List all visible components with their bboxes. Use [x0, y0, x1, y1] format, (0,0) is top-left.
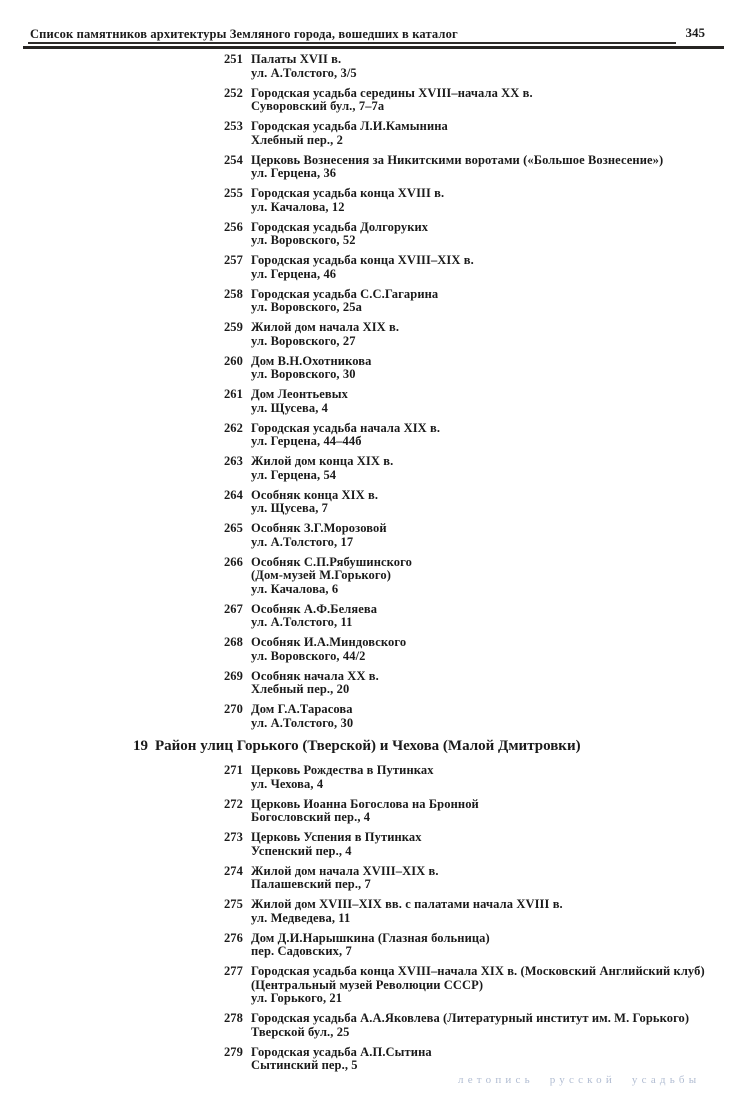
entry-number: 251 [223, 52, 243, 66]
catalog-entry [221, 221, 731, 248]
catalog-entry [221, 522, 731, 549]
entry-number: 269 [223, 668, 243, 683]
catalog-entry [221, 703, 731, 730]
catalog-entry [221, 422, 731, 449]
entry-list-251-270 [0, 53, 731, 730]
entry-number: 272 [223, 796, 243, 811]
entry-line: Городская усадьба начала XIX в. [251, 420, 441, 435]
entry-line: Дом Г.А.Тарасова [251, 702, 353, 716]
entry-number: 266 [223, 554, 243, 569]
entry-number: 263 [223, 454, 243, 468]
entry-text [251, 87, 533, 114]
entry-line: Городская усадьба конца XVIII в. [251, 186, 445, 200]
entry-line: Особняк начала XX в. [251, 668, 379, 683]
entry-line: Жилой дом XVIII–XIX вв. с палатами начала XVIII в. [251, 897, 563, 911]
entry-line: Городская усадьба А.П.Сытина [251, 1044, 432, 1059]
entry-number: 264 [223, 487, 243, 502]
entry-line: ул. А.Толстого, 11 [251, 615, 353, 629]
entry-line: Городская усадьба конца XVIII–XIX в. [251, 253, 474, 267]
catalog-entry [221, 288, 731, 315]
entry-text [251, 831, 422, 858]
entry-line: Хлебный пер., 20 [251, 682, 350, 696]
catalog-entry [221, 798, 731, 825]
entry-line: ул. Качалова, 12 [251, 199, 345, 214]
entry-line: ул. А.Толстого, 17 [251, 534, 354, 549]
entry-line: Городская усадьба А.А.Яковлева (Литературный институт им. М. Горького) [251, 1011, 690, 1025]
entry-line: Особняк С.П.Рябушинского [251, 554, 412, 569]
entry-line: Жилой дом начала XVIII–XIX в. [251, 863, 439, 878]
entry-list-271-279 [0, 764, 731, 1073]
catalog-entry [221, 254, 731, 281]
entry-line: Городская усадьба С.С.Гагарина [251, 286, 439, 301]
page-number: 345 [685, 25, 705, 40]
catalog-entry [221, 87, 731, 114]
entry-number: 260 [223, 353, 243, 368]
entry-line: Особняк конца XIX в. [251, 487, 379, 502]
entry-line: Городская усадьба конца XVIII–начала XIX в. (Московский Английский клуб) [251, 964, 705, 978]
entry-line: (Центральный музей Революции СССР) [251, 977, 484, 992]
entry-text [251, 865, 439, 892]
entry-number: 267 [223, 601, 243, 616]
entry-line: Церковь Рождества в Путинках [251, 763, 434, 777]
entry-line: Особняк А.Ф.Беляева [251, 601, 378, 616]
entry-line: Палаты XVII в. [251, 52, 342, 66]
entry-line: ул. Медведева, 11 [251, 910, 351, 925]
catalog-entry [221, 898, 731, 925]
entry-text [251, 932, 490, 959]
entry-text [251, 556, 412, 597]
catalog-entry [221, 932, 731, 959]
entry-text [251, 455, 393, 482]
entry-number: 254 [223, 152, 243, 167]
entry-number: 261 [223, 387, 243, 401]
entry-text [251, 670, 379, 697]
entry-text [251, 154, 663, 181]
entry-line: ул. Воровского, 52 [251, 233, 356, 247]
entry-text [251, 288, 438, 315]
entry-text [251, 187, 444, 214]
entry-number: 256 [223, 219, 243, 234]
catalog-entry [221, 388, 731, 415]
entry-line: ул. Чехова, 4 [251, 776, 324, 791]
catalog-entry [221, 865, 731, 892]
entry-line: Жилой дом конца XIX в. [251, 454, 394, 468]
catalog-entry [221, 1012, 731, 1039]
entry-number: 271 [223, 763, 243, 777]
entry-line: Городская усадьба середины XVIII–начала XX в. [251, 85, 533, 100]
entry-number: 279 [223, 1044, 243, 1059]
entry-text [251, 522, 387, 549]
entry-text [251, 388, 348, 415]
entry-number: 258 [223, 286, 243, 301]
catalog-entry [221, 154, 731, 181]
entry-number: 274 [223, 863, 243, 878]
entry-line: Богословский пер., 4 [251, 810, 371, 824]
entry-line: Тверской бул., 25 [251, 1024, 350, 1039]
entry-number: 259 [223, 320, 243, 334]
catalog-entry [221, 187, 731, 214]
entry-line: ул. Герцена, 44–44б [251, 434, 362, 448]
entry-text [251, 798, 479, 825]
entry-line: Церковь Вознесения за Никитскими воротами («Большое Вознесение») [251, 152, 664, 167]
section-title: Район улиц Горького (Тверской) и Чехова (Малой Дмитровки) [155, 738, 581, 754]
entry-number: 278 [223, 1011, 243, 1025]
entry-text [251, 1012, 689, 1039]
entry-text [251, 703, 353, 730]
entry-line: Хлебный пер., 2 [251, 132, 343, 147]
catalog-entry [221, 670, 731, 697]
entry-line: ул. Воровского, 30 [251, 367, 356, 381]
entry-number: 255 [223, 186, 243, 200]
entry-line: Церковь Иоанна Богослова на Бронной [251, 796, 479, 811]
entry-line: Успенский пер., 4 [251, 843, 352, 858]
entry-number: 262 [223, 420, 243, 435]
entry-text [251, 422, 440, 449]
catalog-entry [221, 120, 731, 147]
catalog-entry [221, 636, 731, 663]
running-head-title: Список памятников архитектуры Земляного города, вошедших в каталог [30, 27, 458, 41]
entry-text [251, 489, 378, 516]
entry-number: 252 [223, 85, 243, 100]
header-rule-thin [28, 42, 676, 44]
entry-text [251, 965, 705, 1006]
catalog-entry [221, 53, 731, 80]
entry-text [251, 1046, 432, 1073]
section-number: 19 [133, 738, 148, 754]
catalog-entry [221, 321, 731, 348]
entry-line: ул. Воровского, 27 [251, 333, 356, 348]
entry-text [251, 254, 474, 281]
watermark-text: летопись русской усадьбы [458, 1074, 701, 1086]
entry-text [251, 120, 448, 147]
catalog-entry [221, 355, 731, 382]
entry-text [251, 603, 377, 630]
entry-line: пер. Садовских, 7 [251, 944, 352, 958]
entry-number: 270 [223, 702, 243, 716]
entry-number: 276 [223, 930, 243, 945]
entry-line: Жилой дом начала XIX в. [251, 320, 400, 334]
catalog-entry [221, 764, 731, 791]
entry-line: ул. Герцена, 54 [251, 467, 337, 482]
entry-line: ул. Герцена, 46 [251, 266, 337, 281]
entry-number: 273 [223, 830, 243, 844]
entry-text [251, 53, 357, 80]
entry-line: ул. Щусева, 7 [251, 501, 328, 515]
catalog-entry [221, 455, 731, 482]
catalog-entry [221, 965, 731, 1006]
entry-line: Суворовский бул., 7–7а [251, 99, 385, 113]
entry-line: ул. А.Толстого, 3/5 [251, 65, 357, 80]
entry-line: ул. А.Толстого, 30 [251, 715, 354, 730]
entry-line: Дом Леонтьевых [251, 387, 348, 401]
entry-number: 253 [223, 119, 243, 133]
entry-line: ул. Горького, 21 [251, 991, 343, 1005]
entry-text [251, 898, 563, 925]
entry-number: 275 [223, 897, 243, 911]
entry-number: 257 [223, 253, 243, 267]
entry-line: ул. Качалова, 6 [251, 581, 339, 596]
entry-line: Палашевский пер., 7 [251, 877, 371, 891]
entry-number: 268 [223, 635, 243, 649]
catalog-entry [221, 1046, 731, 1073]
catalog-entry [221, 556, 731, 597]
catalog-content [0, 53, 731, 1079]
entry-text [251, 321, 399, 348]
entry-text [251, 636, 406, 663]
entry-number: 265 [223, 521, 243, 535]
entry-line: Дом В.Н.Охотникова [251, 353, 372, 368]
entry-line: ул. Герцена, 36 [251, 166, 337, 180]
entry-text [251, 764, 434, 791]
entry-line: (Дом-музей М.Горького) [251, 568, 391, 582]
entry-line: ул. Воровского, 44/2 [251, 648, 366, 663]
entry-line: Особняк З.Г.Морозовой [251, 521, 387, 535]
entry-line: Церковь Успения в Путинках [251, 830, 422, 844]
section-heading [133, 738, 731, 755]
catalog-entry [221, 603, 731, 630]
entry-line: ул. Воровского, 25а [251, 300, 362, 314]
header-rule-thick [23, 46, 724, 49]
entry-number: 277 [223, 964, 243, 978]
entry-line: Городская усадьба Долгоруких [251, 219, 429, 234]
entry-line: Особняк И.А.Миндовского [251, 635, 407, 649]
entry-text [251, 221, 428, 248]
entry-line: ул. Щусева, 4 [251, 400, 328, 415]
entry-text [251, 355, 371, 382]
catalog-entry [221, 831, 731, 858]
entry-line: Сытинский пер., 5 [251, 1058, 358, 1072]
entry-line: Городская усадьба Л.И.Камынина [251, 119, 448, 133]
entry-line: Дом Д.И.Нарышкина (Глазная больница) [251, 930, 490, 945]
catalog-entry [221, 489, 731, 516]
